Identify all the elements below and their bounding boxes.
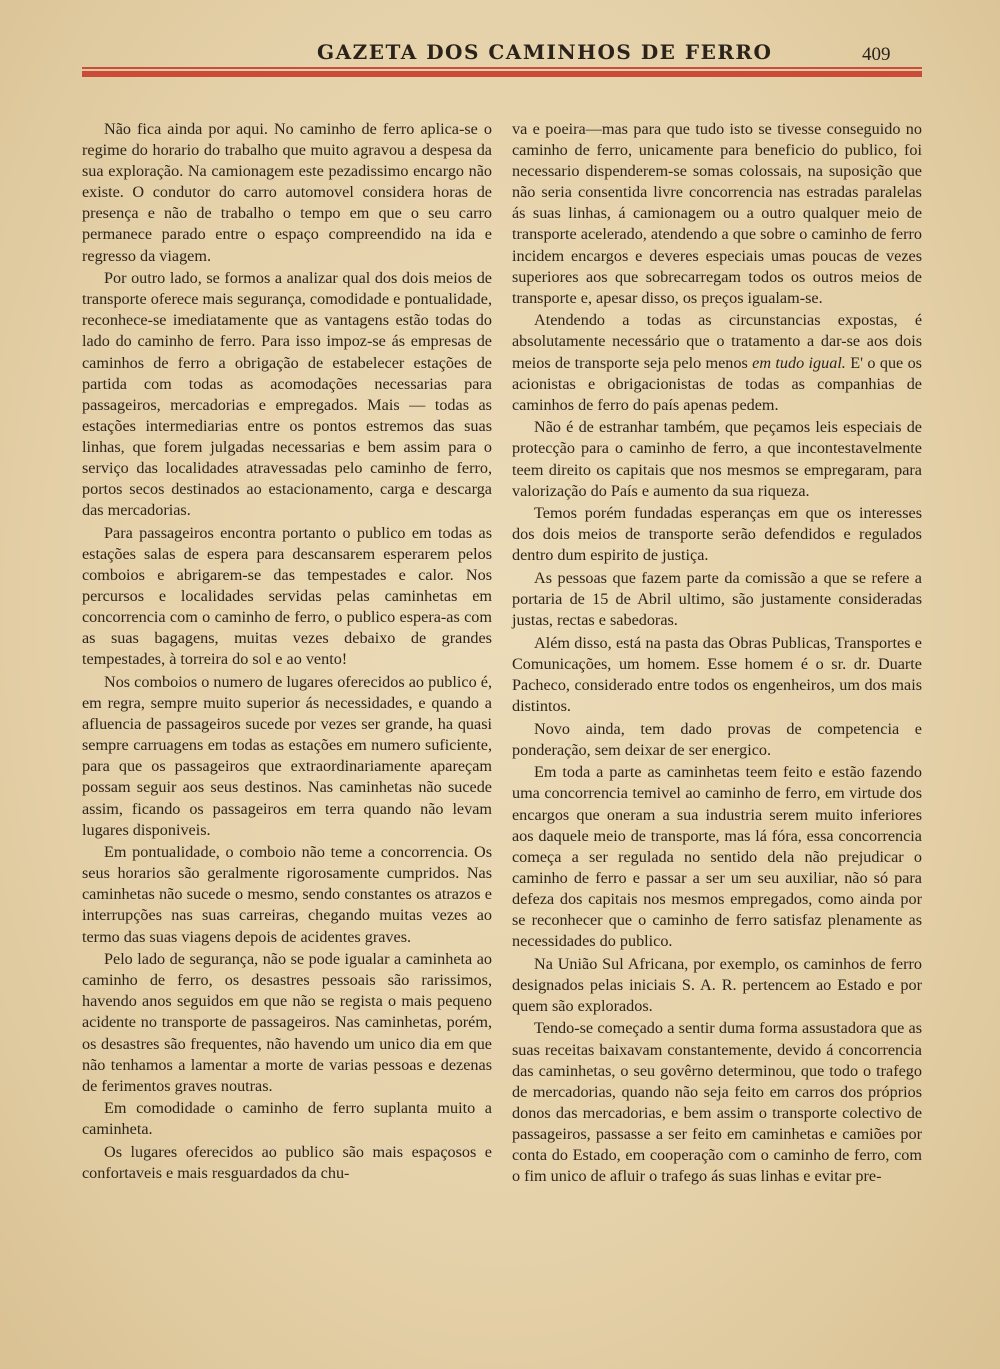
header-rule-thick	[82, 71, 922, 77]
page-number: 409	[862, 44, 891, 65]
paragraph-continuation: va e poeira—mas para que tudo isto se tivesse conseguido no caminho de ferro, unicamente para beneficio do publico, foi necessario dispenderem-se somas colossais, na suposição que não seria consentida livre concorrencia nas estradas paralelas ás suas linhas, á camionagem ou a outro qualquer meio de transporte acelerado, atendendo a que sobre o caminho de ferro incidem encargos e deveres especiais umas poucas de vezes superiores aos que sobrecarregam todos os outros meios de transporte e, apesar disso, os preços igualam-se.	[512, 120, 922, 307]
paragraph: Os lugares oferecidos ao publico são mais espaçosos e confortaveis e mais resguardados da chu-	[82, 1143, 492, 1183]
running-title: GAZETA DOS CAMINHOS DE FERRO	[317, 40, 773, 64]
paragraph-text: E' o que os acionistas e obrigacionistas de todas as companhias de caminhos de ferro do país apenas pedem.	[512, 353, 922, 414]
paragraph: Além disso, está na pasta das Obras Publicas, Transportes e Comunicações, um homem. Esse homem é o sr. dr. Duarte Pacheco, considerado entre todos os engenheiros, um dos mais distintos.	[512, 633, 922, 716]
paragraph	[512, 310, 922, 415]
paragraph: Não fica ainda por aqui. No caminho de ferro aplica-se o regime do horario do trabalho que muito agravou a despesa da sua exploração. Na camionagem este pezadissimo encargo não existe. O condutor do carro automovel considera horas de presença e não de trabalho o tempo em que o seu carro permanece parado entre o espaço compreendido na ida e regresso da viagem.	[82, 120, 492, 265]
left-column	[82, 119, 492, 1186]
paragraph: Pelo lado de segurança, não se pode igualar a caminheta ao caminho de ferro, os desastres pessoais são rarissimos, havendo anos seguidos em que não se regista o mais pequeno acidente no transporte de passageiros. Nas caminhetas, porém, os desastres são frequentes, não havendo um unico dia em que não tenhamos a lamentar a morte de varias pessoas e dezenas de ferimentos graves noutras.	[82, 950, 492, 1095]
emphasis-text: em tudo igual.	[752, 353, 846, 372]
paragraph: Tendo-se começado a sentir duma forma assustadora que as suas receitas baixavam constantemente, devido á concorrencia das caminhetas, o seu govêrno determinou, que todo o trafego de mercadorias, quando não seja feito em carros dos próprios donos das mercadorias, e bem assim o transporte colectivo de passageiros, passasse a ser feito em caminhetas e camiões por conta do Estado, em cooperação com o caminho de ferro, com o fim unico de afluir o trafego ás suas linhas e evitar pre-	[512, 1019, 922, 1186]
paragraph: Em comodidade o caminho de ferro suplanta muito a caminheta.	[82, 1099, 492, 1139]
paragraph: Temos porém fundadas esperanças em que os interesses dos dois meios de transporte serão defendidos e regulados dentro dum espirito de justiça.	[512, 504, 922, 565]
paragraph: Novo ainda, tem dado provas de competencia e ponderação, sem deixar de ser energico.	[512, 719, 922, 759]
paragraph: Por outro lado, se formos a analizar qual dos dois meios de transporte oferece mais segurança, comodidade e pontualidade, reconhece-se imediatamente que as vantagens estão todas do lado do caminho de ferro. Para isso impoz-se ás empresas de caminhos de ferro a obrigação de estabelecer estações de partida com todas as acomodações necessarias para passageiros, mercadorias e empregados. Mais — todas as estações intermediarias entre os pontos estremos das suas linhas, que forem julgadas necessarias e bem assim para o serviço das localidades atravessadas pelo caminho de ferro, portos secos destinados ao estacionamento, carga e descarga das mercadorias.	[82, 269, 492, 520]
paragraph: Para passageiros encontra portanto o publico em todas as estações salas de espera para descansarem esperarem pelos comboios e abrigarem-se das tempestades e calor. Nos percursos e localidades servidas pelas caminhetas em concorrencia com o caminho de ferro, o publico espera-as com as suas bagagens, muitas vezes debaixo de grandes tempestades, à torreira do sol e ao vento!	[82, 523, 492, 669]
paragraph: Em pontualidade, o comboio não teme a concorrencia. Os seus horarios são geralmente rigorosamente cumpridos. Nas caminhetas não sucede o mesmo, sendo constantes os atrazos e interrupções nas suas carreiras, chegando muitas vezes ao termo das suas viagens depois de acidentes graves.	[82, 843, 492, 946]
header-rule-thin	[82, 67, 922, 69]
paragraph: Na União Sul Africana, por exemplo, os caminhos de ferro designados pelas iniciais S. A. R. pertencem ao Estado e por quem são explorados.	[512, 954, 922, 1015]
paragraph-text: Atendendo a todas as circunstancias expostas, é absolutamente necessário que o tratamento a dar-se aos dois meios de transporte seja pelo menos	[512, 311, 922, 372]
paragraph: As pessoas que fazem parte da comissão a que se refere a portaria de 15 de Abril ultimo, são justamente consideradas justas, rectas e sabedoras.	[512, 568, 922, 630]
page-header	[82, 36, 922, 66]
paragraph: Não é de estranhar também, que peçamos leis especiais de protecção para o caminho de ferro, a que incontestavelmente teem direito os capitais que nos mesmos se empregaram, para valorização do País e aumento da sua riqueza.	[512, 418, 922, 500]
paragraph: Nos comboios o numero de lugares oferecidos ao publico é, em regra, sempre muito superior ás necessidades, e quando a afluencia de passageiros sucede por vezes ser grande, ha quasi sempre carruagens em todas as estações em numero suficiente, para que os passageiros que extraordinariamente apareçam possam seguir aos seus destinos. Nas caminhetas não sucede assim, ficando os passageiros em terra quando não levam lugares disponiveis.	[82, 672, 492, 839]
right-column	[512, 119, 922, 1189]
paragraph: Em toda a parte as caminhetas teem feito e estão fazendo uma concorrencia temivel ao caminho de ferro, em virtude dos encargos que oneram a sua industria serem muito inferiores aos daquele meio de transporte, mas lá fóra, essa concorrencia começa a ser regulada no sentido dela não prejudicar o caminho de ferro e passar a ser um seu auxiliar, não só para defeza dos capitais nos mesmos empregados, como ainda por se reconhecer que o caminho de ferro satisfaz plenamente as necessidades do publico.	[512, 763, 922, 951]
